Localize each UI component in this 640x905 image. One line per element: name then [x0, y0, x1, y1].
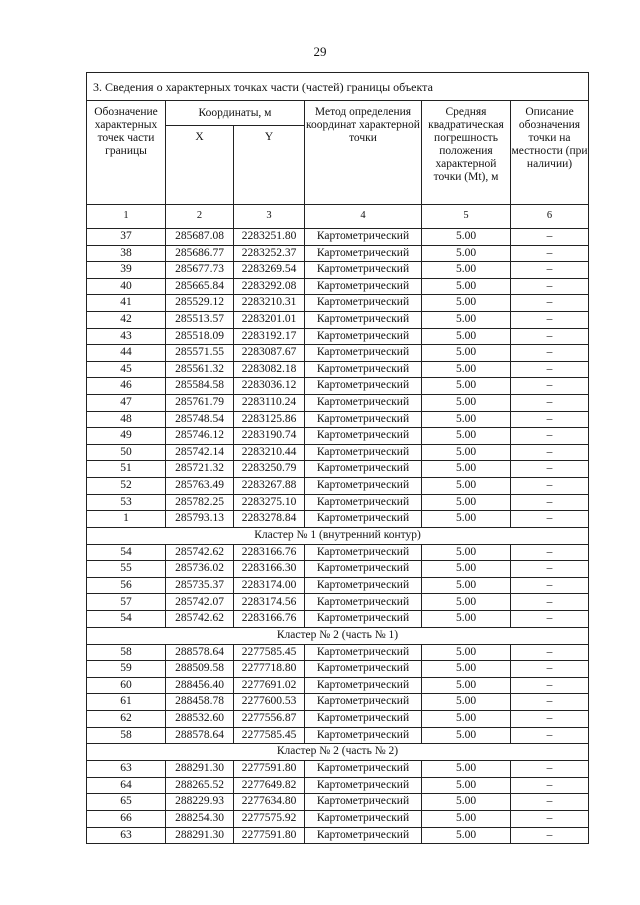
description-cell: – [511, 444, 589, 461]
x-coordinate-cell: 288532.60 [166, 711, 234, 728]
point-number-cell: 61 [87, 694, 166, 711]
method-cell: Картометрический [305, 644, 422, 661]
error-cell: 5.00 [422, 711, 511, 728]
y-coordinate-cell: 2283190.74 [234, 428, 305, 445]
x-coordinate-cell: 285793.13 [166, 511, 234, 528]
table-row [87, 677, 589, 694]
y-coordinate-cell: 2283036.12 [234, 378, 305, 395]
column-number: 3 [234, 205, 305, 229]
error-cell: 5.00 [422, 411, 511, 428]
column-numbers-row [87, 205, 589, 229]
x-coordinate-cell: 285742.62 [166, 611, 234, 628]
error-cell: 5.00 [422, 278, 511, 295]
description-cell: – [511, 661, 589, 678]
cluster-header-row [87, 527, 589, 544]
y-coordinate-cell: 2283125.86 [234, 411, 305, 428]
x-coordinate-cell: 285687.08 [166, 229, 234, 246]
description-cell: – [511, 544, 589, 561]
y-coordinate-cell: 2283210.31 [234, 295, 305, 312]
method-cell: Картометрический [305, 378, 422, 395]
x-coordinate-cell: 285746.12 [166, 428, 234, 445]
point-number-cell: 58 [87, 727, 166, 744]
x-coordinate-cell: 288265.52 [166, 777, 234, 794]
x-coordinate-cell: 285584.58 [166, 378, 234, 395]
x-coordinate-cell: 288291.30 [166, 761, 234, 778]
y-coordinate-cell: 2277591.80 [234, 761, 305, 778]
description-cell: – [511, 694, 589, 711]
error-cell: 5.00 [422, 345, 511, 362]
error-cell: 5.00 [422, 677, 511, 694]
column-number: 5 [422, 205, 511, 229]
y-coordinate-cell: 2277634.80 [234, 794, 305, 811]
method-cell: Картометрический [305, 761, 422, 778]
description-cell: – [511, 229, 589, 246]
y-coordinate-cell: 2283174.56 [234, 594, 305, 611]
table-row [87, 711, 589, 728]
table-row [87, 811, 589, 828]
x-coordinate-cell: 288291.30 [166, 827, 234, 844]
table-row [87, 661, 589, 678]
table-row [87, 361, 589, 378]
point-number-cell: 54 [87, 611, 166, 628]
error-cell: 5.00 [422, 544, 511, 561]
description-cell: – [511, 411, 589, 428]
column-number: 2 [166, 205, 234, 229]
point-number-cell: 65 [87, 794, 166, 811]
x-coordinate-cell: 285686.77 [166, 245, 234, 262]
y-coordinate-cell: 2283174.00 [234, 577, 305, 594]
error-cell: 5.00 [422, 311, 511, 328]
x-coordinate-cell: 285721.32 [166, 461, 234, 478]
point-number-cell: 64 [87, 777, 166, 794]
y-coordinate-cell: 2277585.45 [234, 644, 305, 661]
y-coordinate-cell: 2283201.01 [234, 311, 305, 328]
y-coordinate-cell: 2283251.80 [234, 229, 305, 246]
x-coordinate-cell: 285748.54 [166, 411, 234, 428]
y-coordinate-cell: 2283166.30 [234, 561, 305, 578]
point-number-cell: 51 [87, 461, 166, 478]
method-cell: Картометрический [305, 262, 422, 279]
table-row [87, 345, 589, 362]
table-row [87, 428, 589, 445]
method-cell: Картометрический [305, 827, 422, 844]
boundary-points-table [86, 72, 589, 844]
table-row [87, 262, 589, 279]
description-cell: – [511, 611, 589, 628]
description-cell: – [511, 361, 589, 378]
y-coordinate-cell: 2283269.54 [234, 262, 305, 279]
method-cell: Картометрический [305, 411, 422, 428]
method-cell: Картометрический [305, 661, 422, 678]
x-coordinate-cell: 285742.07 [166, 594, 234, 611]
method-cell: Картометрический [305, 361, 422, 378]
description-cell: – [511, 311, 589, 328]
y-coordinate-cell: 2283087.67 [234, 345, 305, 362]
table-row [87, 378, 589, 395]
method-cell: Картометрический [305, 229, 422, 246]
point-number-cell: 56 [87, 577, 166, 594]
y-coordinate-cell: 2277691.02 [234, 677, 305, 694]
column-number: 1 [87, 205, 166, 229]
point-number-cell: 37 [87, 229, 166, 246]
y-coordinate-cell: 2277649.82 [234, 777, 305, 794]
table-row [87, 577, 589, 594]
x-coordinate-cell: 288456.40 [166, 677, 234, 694]
x-coordinate-cell: 288229.93 [166, 794, 234, 811]
header-coordinates: Координаты, м [166, 101, 305, 126]
method-cell: Картометрический [305, 278, 422, 295]
column-number: 6 [511, 205, 589, 229]
y-coordinate-cell: 2283278.84 [234, 511, 305, 528]
method-cell: Картометрический [305, 561, 422, 578]
method-cell: Картометрический [305, 295, 422, 312]
cluster-header-row [87, 744, 589, 761]
description-cell: – [511, 594, 589, 611]
point-number-cell: 43 [87, 328, 166, 345]
table-row [87, 461, 589, 478]
error-cell: 5.00 [422, 761, 511, 778]
header-description: Описание обозначения точки на местности (при наличии) [511, 101, 589, 205]
header-x: X [166, 126, 234, 205]
y-coordinate-cell: 2283192.17 [234, 328, 305, 345]
x-coordinate-cell: 288509.58 [166, 661, 234, 678]
method-cell: Картометрический [305, 777, 422, 794]
cluster-header-row [87, 627, 589, 644]
error-cell: 5.00 [422, 229, 511, 246]
description-cell: – [511, 761, 589, 778]
table-row [87, 544, 589, 561]
method-cell: Картометрический [305, 245, 422, 262]
method-cell: Картометрический [305, 494, 422, 511]
method-cell: Картометрический [305, 711, 422, 728]
x-coordinate-cell: 288458.78 [166, 694, 234, 711]
point-number-cell: 62 [87, 711, 166, 728]
x-coordinate-cell: 285763.49 [166, 477, 234, 494]
point-number-cell: 38 [87, 245, 166, 262]
point-number-cell: 48 [87, 411, 166, 428]
page-number: 29 [313, 44, 327, 59]
x-coordinate-cell: 285571.55 [166, 345, 234, 362]
error-cell: 5.00 [422, 561, 511, 578]
table-row [87, 411, 589, 428]
description-cell: – [511, 811, 589, 828]
table-row [87, 229, 589, 246]
description-cell: – [511, 794, 589, 811]
y-coordinate-cell: 2283110.24 [234, 394, 305, 411]
x-coordinate-cell: 285782.25 [166, 494, 234, 511]
table-row [87, 328, 589, 345]
header-error: Средняя квадратическая погрешность положения характерной точки (Mt), м [422, 101, 511, 205]
y-coordinate-cell: 2283166.76 [234, 611, 305, 628]
point-number-cell: 59 [87, 661, 166, 678]
header-method: Метод определения координат характерной точки [305, 101, 422, 205]
table-row [87, 777, 589, 794]
description-cell: – [511, 461, 589, 478]
y-coordinate-cell: 2277585.45 [234, 727, 305, 744]
method-cell: Картометрический [305, 544, 422, 561]
point-number-cell: 55 [87, 561, 166, 578]
description-cell: – [511, 644, 589, 661]
y-coordinate-cell: 2283082.18 [234, 361, 305, 378]
table-row [87, 644, 589, 661]
x-coordinate-cell: 285518.09 [166, 328, 234, 345]
cluster-label: Кластер № 2 (часть № 2) [87, 744, 589, 761]
point-number-cell: 54 [87, 544, 166, 561]
error-cell: 5.00 [422, 428, 511, 445]
description-cell: – [511, 345, 589, 362]
error-cell: 5.00 [422, 511, 511, 528]
y-coordinate-cell: 2283252.37 [234, 245, 305, 262]
table-row [87, 794, 589, 811]
header-point-designation: Обозначение характерных точек части границы [87, 101, 166, 205]
method-cell: Картометрический [305, 394, 422, 411]
method-cell: Картометрический [305, 677, 422, 694]
point-number-cell: 41 [87, 295, 166, 312]
description-cell: – [511, 777, 589, 794]
point-number-cell: 44 [87, 345, 166, 362]
table-row [87, 394, 589, 411]
description-cell: – [511, 711, 589, 728]
description-cell: – [511, 428, 589, 445]
x-coordinate-cell: 288578.64 [166, 727, 234, 744]
y-coordinate-cell: 2277718.80 [234, 661, 305, 678]
table-row [87, 827, 589, 844]
point-number-cell: 60 [87, 677, 166, 694]
y-coordinate-cell: 2283166.76 [234, 544, 305, 561]
error-cell: 5.00 [422, 494, 511, 511]
point-number-cell: 57 [87, 594, 166, 611]
x-coordinate-cell: 285742.62 [166, 544, 234, 561]
error-cell: 5.00 [422, 827, 511, 844]
y-coordinate-cell: 2283250.79 [234, 461, 305, 478]
method-cell: Картометрический [305, 461, 422, 478]
error-cell: 5.00 [422, 262, 511, 279]
cluster-label: Кластер № 2 (часть № 1) [87, 627, 589, 644]
table-row [87, 694, 589, 711]
error-cell: 5.00 [422, 644, 511, 661]
description-cell: – [511, 827, 589, 844]
point-number-cell: 52 [87, 477, 166, 494]
method-cell: Картометрический [305, 477, 422, 494]
method-cell: Картометрический [305, 444, 422, 461]
x-coordinate-cell: 285561.32 [166, 361, 234, 378]
column-number: 4 [305, 205, 422, 229]
cluster-label: Кластер № 1 (внутренний контур) [87, 527, 589, 544]
description-cell: – [511, 278, 589, 295]
y-coordinate-cell: 2283275.10 [234, 494, 305, 511]
x-coordinate-cell: 285513.57 [166, 311, 234, 328]
point-number-cell: 42 [87, 311, 166, 328]
error-cell: 5.00 [422, 328, 511, 345]
error-cell: 5.00 [422, 394, 511, 411]
point-number-cell: 46 [87, 378, 166, 395]
error-cell: 5.00 [422, 245, 511, 262]
point-number-cell: 53 [87, 494, 166, 511]
method-cell: Картометрический [305, 511, 422, 528]
point-number-cell: 50 [87, 444, 166, 461]
description-cell: – [511, 727, 589, 744]
table-row [87, 611, 589, 628]
error-cell: 5.00 [422, 794, 511, 811]
error-cell: 5.00 [422, 727, 511, 744]
header-y: Y [234, 126, 305, 205]
section-title: 3. Сведения о характерных точках части (частей) границы объекта [87, 73, 589, 101]
table-row [87, 311, 589, 328]
method-cell: Картометрический [305, 428, 422, 445]
error-cell: 5.00 [422, 661, 511, 678]
error-cell: 5.00 [422, 444, 511, 461]
error-cell: 5.00 [422, 295, 511, 312]
table-row [87, 727, 589, 744]
table-body [87, 229, 589, 844]
description-cell: – [511, 378, 589, 395]
table-row [87, 561, 589, 578]
method-cell: Картометрический [305, 794, 422, 811]
method-cell: Картометрический [305, 345, 422, 362]
description-cell: – [511, 477, 589, 494]
x-coordinate-cell: 288254.30 [166, 811, 234, 828]
point-number-cell: 49 [87, 428, 166, 445]
description-cell: – [511, 494, 589, 511]
point-number-cell: 63 [87, 827, 166, 844]
point-number-cell: 47 [87, 394, 166, 411]
error-cell: 5.00 [422, 461, 511, 478]
method-cell: Картометрический [305, 328, 422, 345]
point-number-cell: 1 [87, 511, 166, 528]
x-coordinate-cell: 285677.73 [166, 262, 234, 279]
error-cell: 5.00 [422, 777, 511, 794]
error-cell: 5.00 [422, 811, 511, 828]
point-number-cell: 45 [87, 361, 166, 378]
description-cell: – [511, 511, 589, 528]
table-row [87, 295, 589, 312]
x-coordinate-cell: 285736.02 [166, 561, 234, 578]
x-coordinate-cell: 285761.79 [166, 394, 234, 411]
error-cell: 5.00 [422, 694, 511, 711]
description-cell: – [511, 677, 589, 694]
table-row [87, 444, 589, 461]
table-row [87, 278, 589, 295]
point-number-cell: 40 [87, 278, 166, 295]
description-cell: – [511, 245, 589, 262]
x-coordinate-cell: 285735.37 [166, 577, 234, 594]
y-coordinate-cell: 2283267.88 [234, 477, 305, 494]
description-cell: – [511, 561, 589, 578]
error-cell: 5.00 [422, 594, 511, 611]
y-coordinate-cell: 2277591.80 [234, 827, 305, 844]
table-row [87, 761, 589, 778]
method-cell: Картометрический [305, 577, 422, 594]
y-coordinate-cell: 2277575.92 [234, 811, 305, 828]
error-cell: 5.00 [422, 577, 511, 594]
method-cell: Картометрический [305, 811, 422, 828]
x-coordinate-cell: 285742.14 [166, 444, 234, 461]
x-coordinate-cell: 288578.64 [166, 644, 234, 661]
point-number-cell: 58 [87, 644, 166, 661]
method-cell: Картометрический [305, 727, 422, 744]
point-number-cell: 39 [87, 262, 166, 279]
error-cell: 5.00 [422, 361, 511, 378]
error-cell: 5.00 [422, 611, 511, 628]
y-coordinate-cell: 2277600.53 [234, 694, 305, 711]
method-cell: Картометрический [305, 694, 422, 711]
x-coordinate-cell: 285665.84 [166, 278, 234, 295]
method-cell: Картометрический [305, 311, 422, 328]
description-cell: – [511, 295, 589, 312]
table-row [87, 594, 589, 611]
table-row [87, 494, 589, 511]
error-cell: 5.00 [422, 378, 511, 395]
table-row [87, 477, 589, 494]
description-cell: – [511, 262, 589, 279]
description-cell: – [511, 394, 589, 411]
method-cell: Картометрический [305, 611, 422, 628]
error-cell: 5.00 [422, 477, 511, 494]
y-coordinate-cell: 2283292.08 [234, 278, 305, 295]
table-row [87, 245, 589, 262]
y-coordinate-cell: 2277556.87 [234, 711, 305, 728]
method-cell: Картометрический [305, 594, 422, 611]
description-cell: – [511, 328, 589, 345]
point-number-cell: 66 [87, 811, 166, 828]
x-coordinate-cell: 285529.12 [166, 295, 234, 312]
point-number-cell: 63 [87, 761, 166, 778]
description-cell: – [511, 577, 589, 594]
y-coordinate-cell: 2283210.44 [234, 444, 305, 461]
table-row [87, 511, 589, 528]
